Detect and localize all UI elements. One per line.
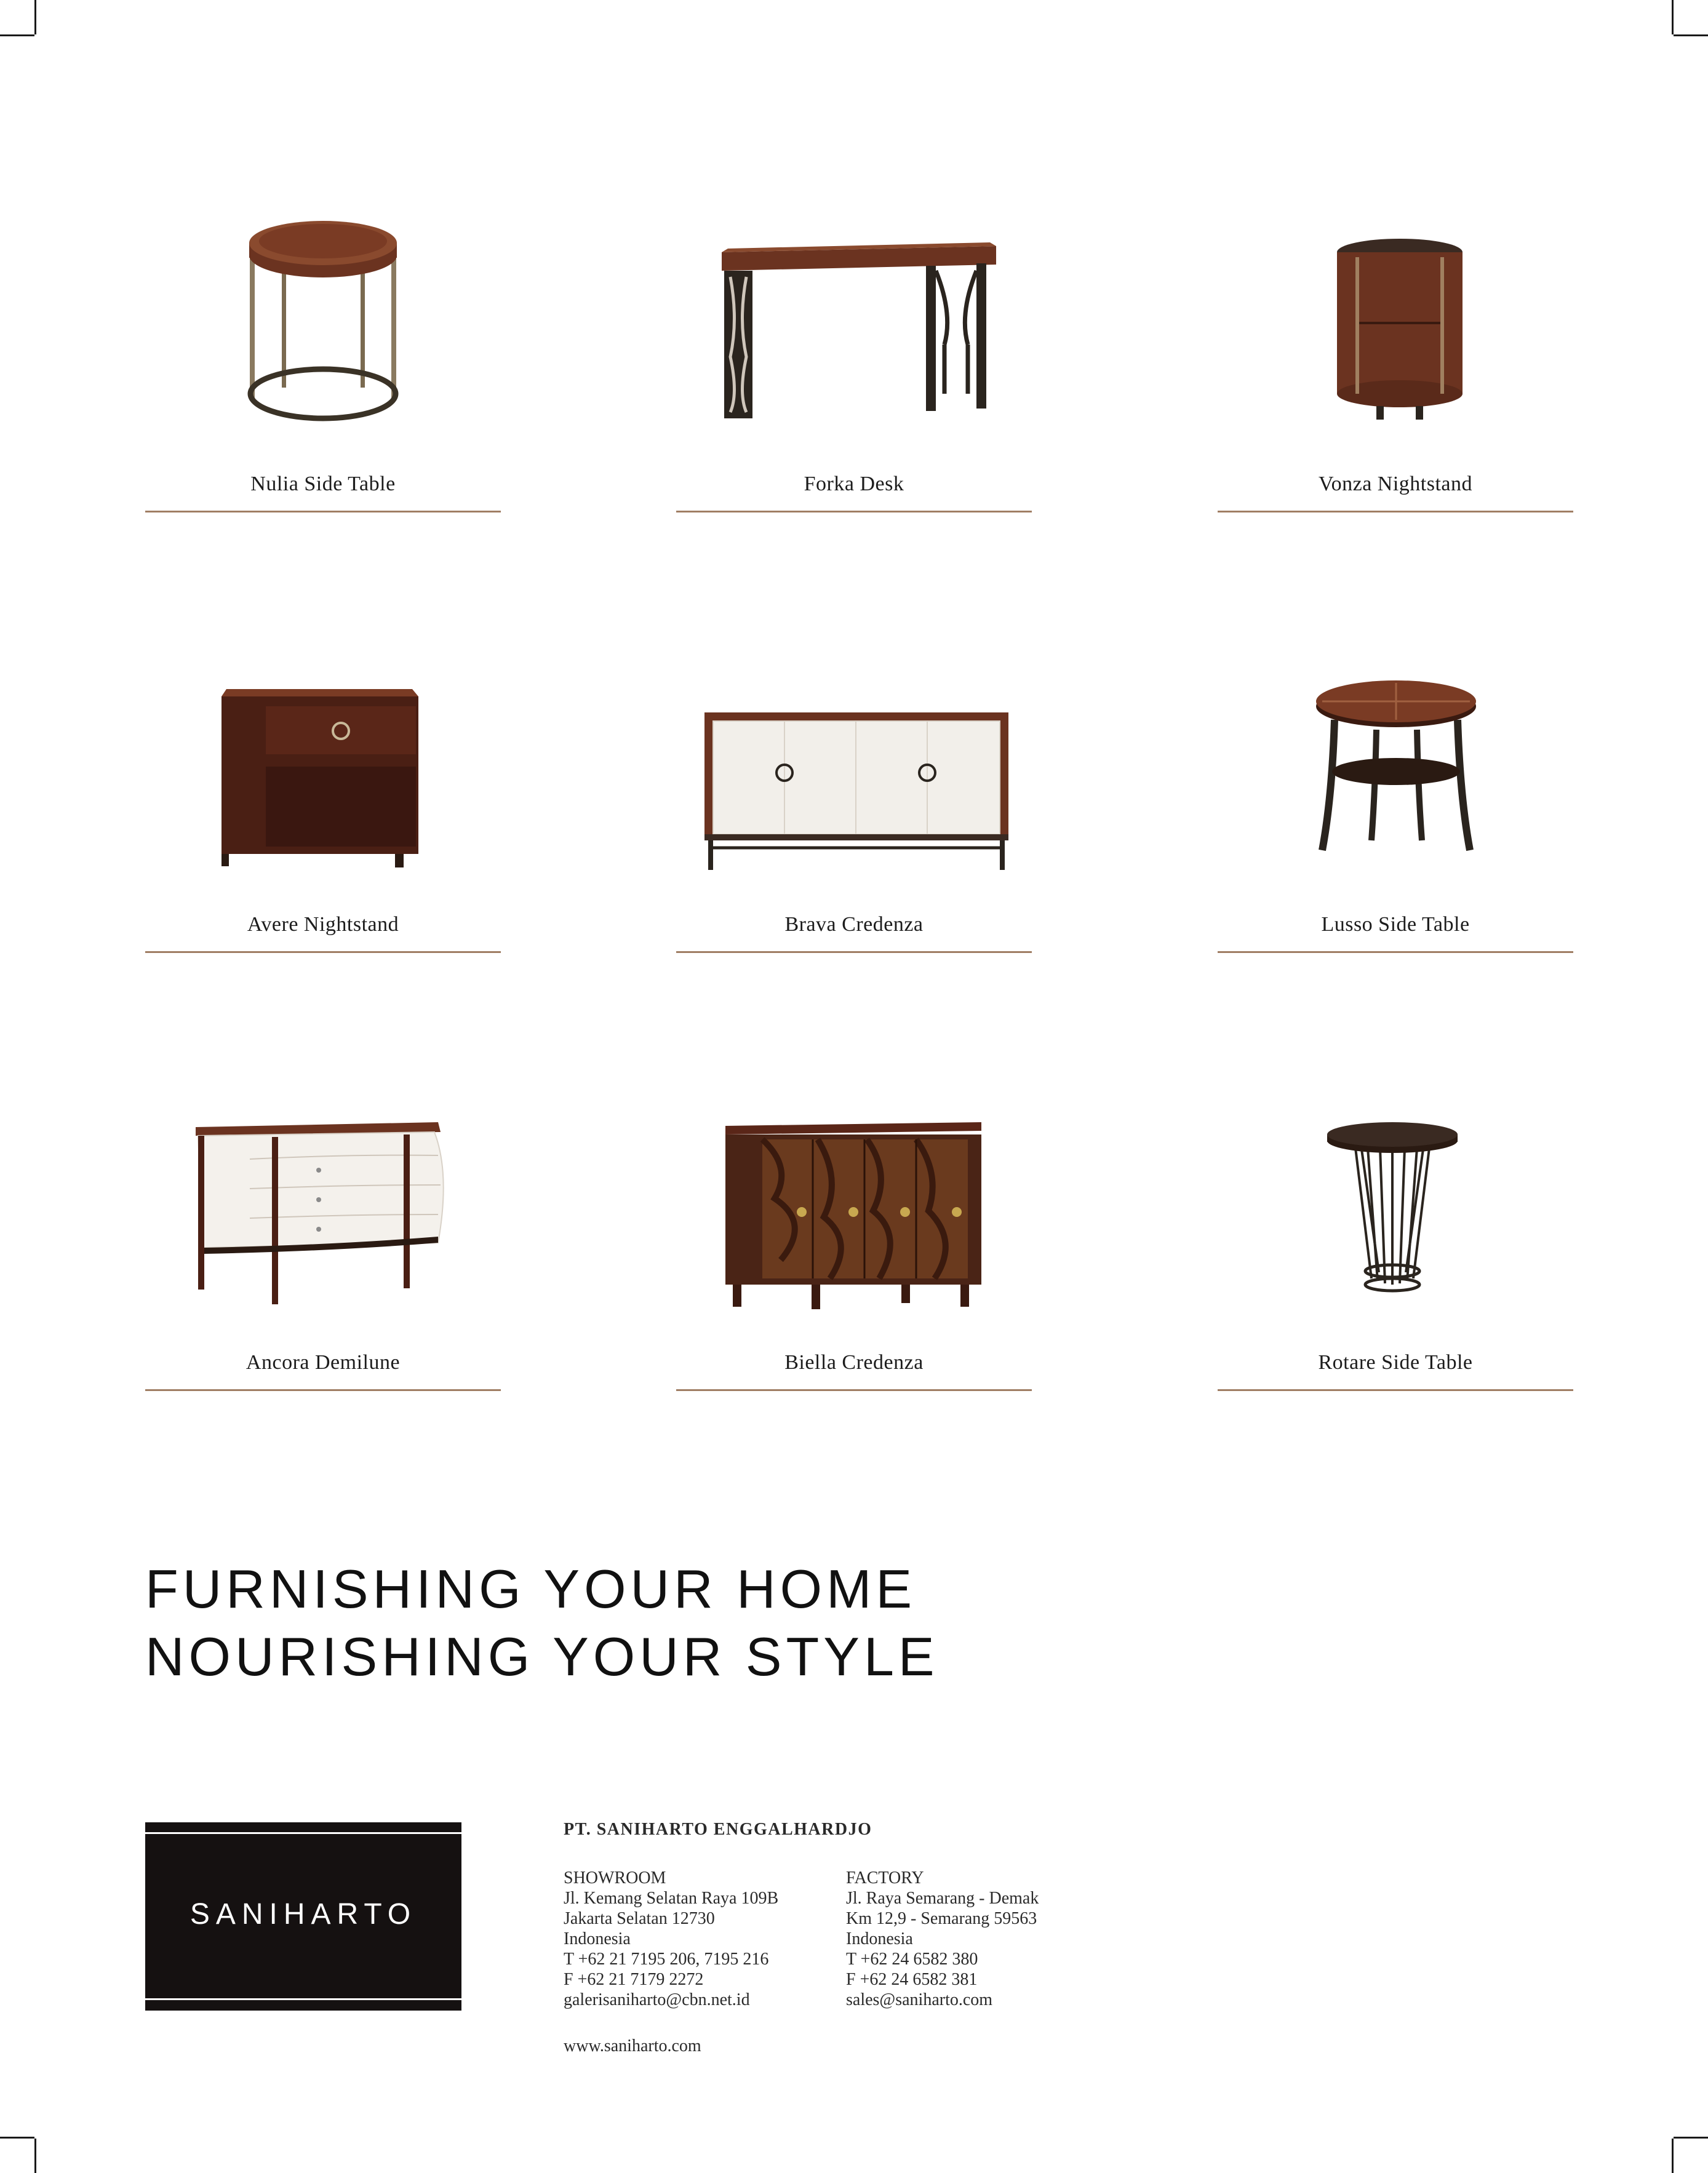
product-card[interactable] <box>676 197 1032 541</box>
showroom-address <box>564 1868 778 2010</box>
address-line: Indonesia <box>564 1929 631 1948</box>
factory-address <box>846 1868 1039 2010</box>
rotare-side-table-image <box>1218 1075 1573 1334</box>
factory-heading: FACTORY <box>846 1868 924 1888</box>
crop-mark-bottom-left <box>34 2139 36 2173</box>
product-name: Ancora Demilune <box>245 1351 401 1374</box>
email-link[interactable]: sales@saniharto.com <box>846 1990 993 2009</box>
divider <box>1218 951 1573 953</box>
product-card[interactable] <box>676 1075 1032 1420</box>
phone-line: T +62 21 7195 206, 7195 216 <box>564 1950 769 1969</box>
tagline-line: FURNISHING YOUR HOME <box>145 1558 917 1619</box>
divider <box>676 511 1032 512</box>
biella-credenza-image <box>676 1075 1032 1334</box>
crop-mark-top-right <box>1672 0 1674 34</box>
crop-mark-top-left <box>0 34 34 36</box>
company-name: PT. SANIHARTO ENGGALHARDJO <box>564 1820 872 1839</box>
divider <box>145 511 501 512</box>
divider <box>1218 1389 1573 1391</box>
crop-mark-bottom-left <box>0 2137 34 2139</box>
crop-mark-bottom-right <box>1672 2139 1674 2173</box>
product-name: Nulia Side Table <box>250 472 396 495</box>
address-line: Km 12,9 - Semarang 59563 <box>846 1909 1037 1928</box>
avere-nightstand-image <box>145 637 501 896</box>
brava-credenza-image <box>676 637 1032 896</box>
address-line: Jakarta Selatan 12730 <box>564 1909 715 1928</box>
phone-line: T +62 24 6582 380 <box>846 1950 978 1969</box>
email-link[interactable]: galerisaniharto@cbn.net.id <box>564 1990 750 2009</box>
divider <box>145 951 501 953</box>
logo-rule <box>145 1832 461 1834</box>
lusso-side-table-image <box>1218 637 1573 896</box>
fax-line: F +62 21 7179 2272 <box>564 1970 704 1989</box>
product-card[interactable] <box>145 637 501 982</box>
product-name: Forka Desk <box>804 472 904 495</box>
product-card[interactable] <box>1218 197 1573 541</box>
product-card[interactable] <box>1218 1075 1573 1420</box>
divider <box>145 1389 501 1391</box>
divider <box>676 1389 1032 1391</box>
vonza-nightstand-image <box>1218 197 1573 455</box>
tagline-line: NOURISHING YOUR STYLE <box>145 1626 939 1687</box>
product-card[interactable] <box>145 197 501 541</box>
nulia-side-table-image <box>145 197 501 455</box>
product-card[interactable] <box>676 637 1032 982</box>
address-line: Jl. Raya Semarang - Demak <box>846 1889 1039 1908</box>
product-name: Lusso Side Table <box>1321 913 1470 936</box>
address-line: Indonesia <box>846 1929 913 1948</box>
crop-mark-bottom-right <box>1674 2137 1708 2139</box>
website-link[interactable]: www.saniharto.com <box>564 2036 701 2055</box>
divider <box>1218 511 1573 512</box>
product-name: Brava Credenza <box>784 913 924 936</box>
ancora-demilune-image <box>145 1075 501 1334</box>
fax-line: F +62 24 6582 381 <box>846 1970 978 1989</box>
logo-rule <box>145 1998 461 2000</box>
product-name: Rotare Side Table <box>1318 1351 1473 1374</box>
product-card[interactable] <box>145 1075 501 1420</box>
product-name: Biella Credenza <box>784 1351 924 1374</box>
saniharto-logo <box>145 1822 461 2011</box>
logo-wordmark: SANIHARTO <box>190 1898 417 1931</box>
product-name: Vonza Nightstand <box>1318 472 1473 495</box>
tagline <box>145 1555 939 1691</box>
product-name: Avere Nightstand <box>247 913 399 936</box>
forka-desk-image <box>676 197 1032 455</box>
product-card[interactable] <box>1218 637 1573 982</box>
address-line: Jl. Kemang Selatan Raya 109B <box>564 1889 779 1908</box>
showroom-heading: SHOWROOM <box>564 1868 666 1888</box>
crop-mark-top-left <box>34 0 36 34</box>
crop-mark-top-right <box>1674 34 1708 36</box>
divider <box>676 951 1032 953</box>
